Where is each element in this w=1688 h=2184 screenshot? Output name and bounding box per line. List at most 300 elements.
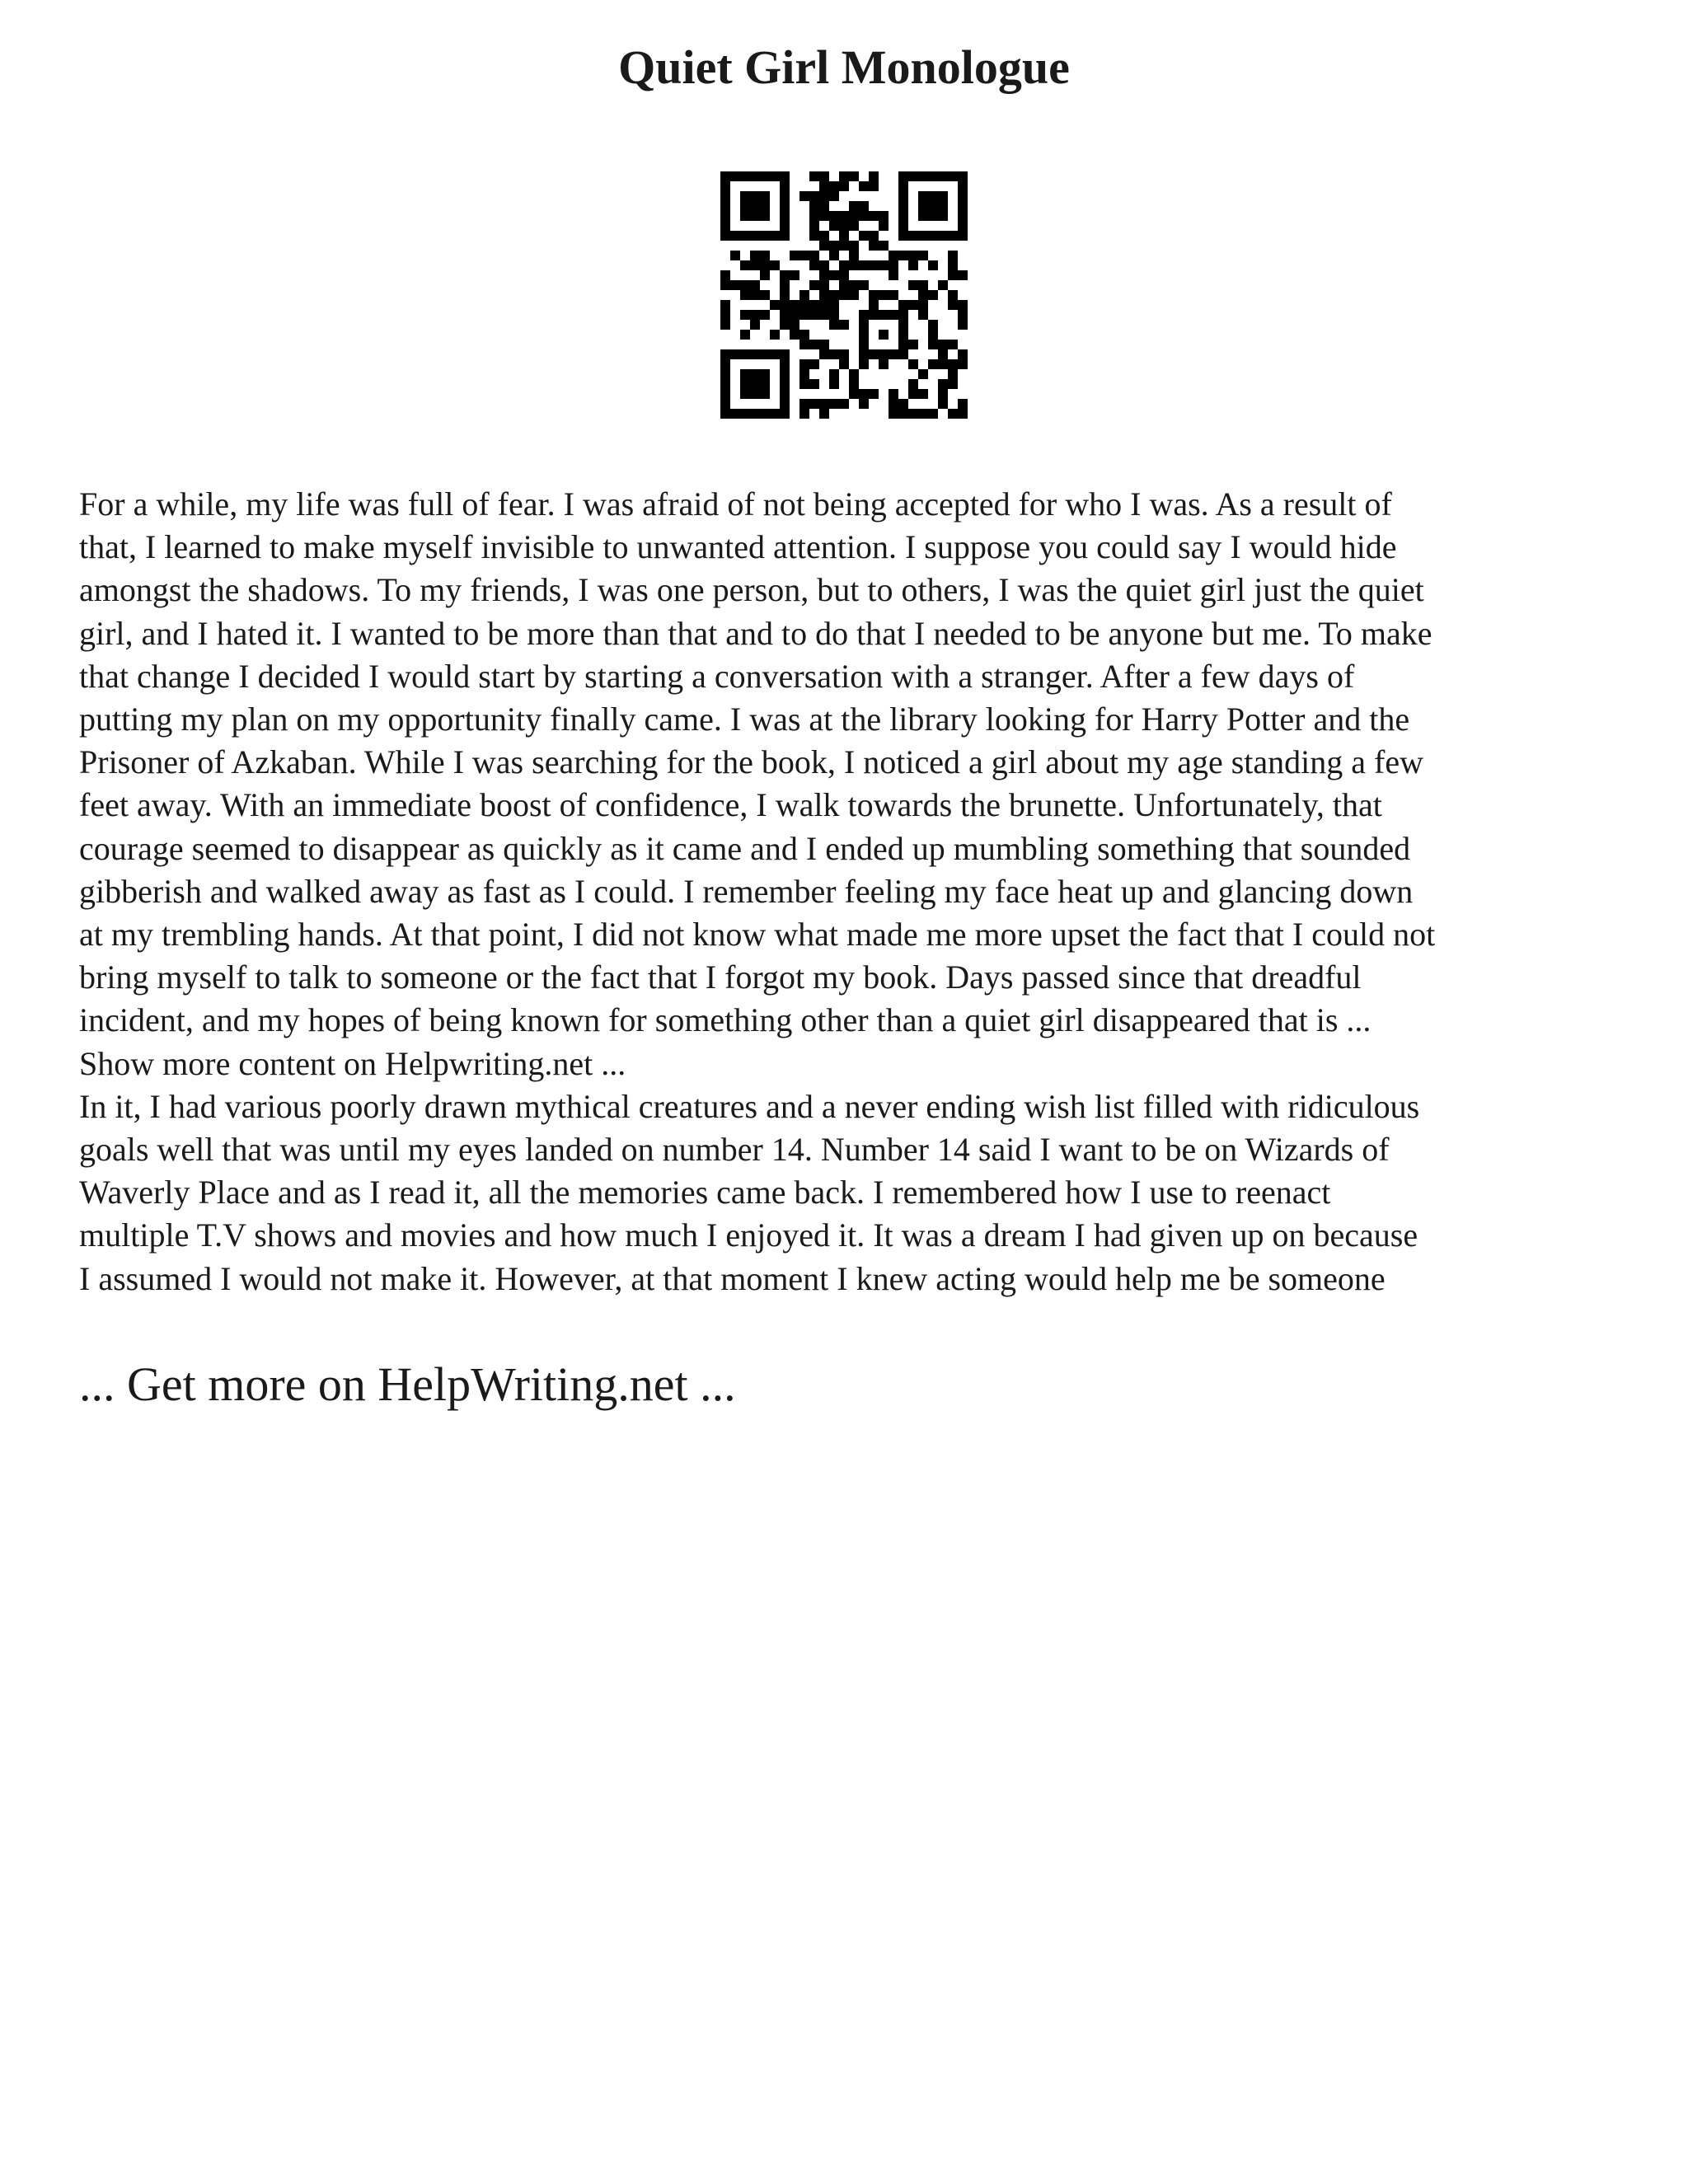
- qr-module: [780, 221, 790, 231]
- qr-module: [829, 251, 839, 260]
- qr-module: [780, 270, 790, 280]
- page-title: Quiet Girl Monologue: [618, 40, 1070, 94]
- qr-module: [760, 369, 770, 379]
- qr-module: [760, 251, 770, 260]
- qr-module: [928, 320, 938, 330]
- qr-module: [780, 369, 790, 379]
- qr-module: [750, 389, 760, 399]
- qr-module: [918, 251, 928, 260]
- qr-module: [780, 310, 790, 320]
- qr-module: [799, 379, 809, 389]
- qr-module: [918, 211, 928, 221]
- qr-module: [898, 310, 908, 320]
- qr-module: [928, 340, 938, 349]
- qr-module: [819, 201, 829, 211]
- qr-module: [790, 251, 799, 260]
- qr-module: [740, 211, 750, 221]
- qr-module: [879, 221, 889, 231]
- qr-module: [839, 241, 849, 251]
- qr-module: [839, 260, 849, 270]
- qr-module: [740, 260, 750, 270]
- qr-module: [819, 181, 829, 191]
- qr-module: [839, 280, 849, 290]
- qr-module: [938, 399, 948, 409]
- qr-module: [898, 340, 908, 349]
- qr-module: [760, 290, 770, 300]
- qr-module: [829, 290, 839, 300]
- qr-module: [948, 379, 958, 389]
- qr-module: [869, 310, 879, 320]
- qr-module: [859, 359, 869, 369]
- qr-module: [849, 201, 859, 211]
- qr-module: [908, 359, 918, 369]
- qr-module: [819, 171, 829, 181]
- qr-module: [938, 349, 948, 359]
- qr-module: [829, 310, 839, 320]
- qr-module: [730, 251, 740, 260]
- qr-module: [879, 359, 889, 369]
- qr-module: [958, 349, 968, 359]
- qr-module: [889, 349, 898, 359]
- qr-module: [928, 171, 938, 181]
- body-line: goals well that was until my eyes landed on number 14. Number 14 said I want to be on Wizards of: [79, 1131, 1390, 1169]
- qr-module: [790, 310, 799, 320]
- qr-module: [760, 171, 770, 181]
- qr-module: [750, 251, 760, 260]
- body-line: gibberish and walked away as fast as I could. I remember feeling my face heat up and glancing down: [79, 872, 1414, 910]
- qr-module: [780, 399, 790, 409]
- qr-module: [938, 379, 948, 389]
- qr-module: [760, 310, 770, 320]
- qr-module: [908, 280, 918, 290]
- qr-module: [780, 181, 790, 191]
- qr-module: [720, 320, 730, 330]
- qr-module: [849, 211, 859, 221]
- qr-module: [780, 290, 790, 300]
- qr-module: [760, 379, 770, 389]
- qr-module: [928, 359, 938, 369]
- qr-module: [799, 340, 809, 349]
- qr-module: [760, 231, 770, 241]
- qr-module: [958, 300, 968, 310]
- qr-module: [948, 171, 958, 181]
- qr-module: [720, 280, 730, 290]
- qr-module: [819, 290, 829, 300]
- qr-module: [839, 399, 849, 409]
- qr-module: [938, 340, 948, 349]
- qr-module: [809, 171, 819, 181]
- qr-module: [720, 191, 730, 201]
- qr-module: [740, 349, 750, 359]
- qr-module: [879, 330, 889, 340]
- qr-module: [799, 300, 809, 310]
- qr-module: [928, 290, 938, 300]
- qr-module: [958, 359, 968, 369]
- qr-module: [720, 379, 730, 389]
- body-line: bring myself to talk to someone or the fact that I forgot my book. Days passed since that dreadful: [79, 958, 1362, 996]
- show-more-link[interactable]: Show more content on Helpwriting.net ...: [79, 1044, 626, 1082]
- qr-module: [869, 300, 879, 310]
- qr-module: [839, 171, 849, 181]
- qr-module: [889, 389, 898, 399]
- qr-module: [730, 349, 740, 359]
- qr-module: [780, 300, 790, 310]
- qr-module: [770, 171, 780, 181]
- qr-module: [740, 201, 750, 211]
- qr-module: [859, 181, 869, 191]
- qr-module: [928, 260, 938, 270]
- qr-module: [879, 310, 889, 320]
- qr-module: [839, 359, 849, 369]
- qr-module: [829, 320, 839, 330]
- qr-module: [898, 171, 908, 181]
- qr-module: [948, 231, 958, 241]
- qr-module: [819, 241, 829, 251]
- qr-module: [750, 211, 760, 221]
- qr-module: [849, 260, 859, 270]
- qr-module: [849, 171, 859, 181]
- qr-module: [928, 211, 938, 221]
- qr-module: [938, 280, 948, 290]
- qr-module: [839, 270, 849, 280]
- qr-module: [730, 409, 740, 419]
- qr-module: [869, 349, 879, 359]
- body-line: at my trembling hands. At that point, I did not know what made me more upset the fact that I could not: [79, 916, 1436, 954]
- qr-module: [859, 280, 869, 290]
- qr-module: [839, 320, 849, 330]
- qr-module: [948, 290, 958, 300]
- qr-module: [829, 241, 839, 251]
- qr-module: [958, 231, 968, 241]
- qr-module: [780, 379, 790, 389]
- qr-module: [829, 369, 839, 379]
- qr-module: [720, 389, 730, 399]
- qr-module: [829, 399, 839, 409]
- qr-module: [750, 231, 760, 241]
- get-more-link[interactable]: ... Get more on HelpWriting.net ...: [79, 1357, 736, 1411]
- qr-module: [790, 330, 799, 340]
- qr-module: [908, 379, 918, 389]
- qr-module: [730, 171, 740, 181]
- qr-module: [780, 389, 790, 399]
- qr-module: [938, 389, 948, 399]
- qr-module: [908, 231, 918, 241]
- qr-module: [720, 211, 730, 221]
- qr-module: [730, 280, 740, 290]
- qr-module: [750, 409, 760, 419]
- qr-module: [799, 399, 809, 409]
- qr-module: [948, 340, 958, 349]
- qr-module: [829, 221, 839, 231]
- qr-module: [790, 300, 799, 310]
- qr-module: [928, 231, 938, 241]
- qr-module: [809, 280, 819, 290]
- qr-module: [770, 349, 780, 359]
- qr-module: [780, 409, 790, 419]
- qr-module: [898, 201, 908, 211]
- qr-module: [918, 171, 928, 181]
- qr-module: [809, 260, 819, 270]
- qr-module: [859, 330, 869, 340]
- qr-module: [750, 260, 760, 270]
- qr-module: [720, 310, 730, 320]
- qr-module: [859, 340, 869, 349]
- qr-module: [720, 181, 730, 191]
- qr-module: [819, 409, 829, 419]
- qr-module: [809, 379, 819, 389]
- qr-module: [819, 340, 829, 349]
- qr-module: [799, 290, 809, 300]
- qr-module: [869, 389, 879, 399]
- qr-module: [938, 359, 948, 369]
- body-line: feet away. With an immediate boost of confidence, I walk towards the brunette. Unfortunately, that: [79, 786, 1382, 824]
- qr-module: [948, 359, 958, 369]
- qr-module: [839, 290, 849, 300]
- qr-module: [898, 251, 908, 260]
- qr-module: [869, 171, 879, 181]
- qr-module: [958, 201, 968, 211]
- qr-module: [750, 379, 760, 389]
- qr-module: [819, 231, 829, 241]
- qr-module: [780, 320, 790, 330]
- qr-module: [720, 349, 730, 359]
- qr-module: [760, 389, 770, 399]
- qr-module: [859, 320, 869, 330]
- body-text: [79, 483, 1629, 1301]
- qr-module: [819, 270, 829, 280]
- qr-module: [879, 211, 889, 221]
- qr-module: [790, 320, 799, 330]
- qr-module: [750, 349, 760, 359]
- qr-module: [799, 310, 809, 320]
- qr-module: [819, 300, 829, 310]
- qr-module: [740, 290, 750, 300]
- qr-module: [770, 231, 780, 241]
- qr-module: [849, 280, 859, 290]
- qr-module: [918, 191, 928, 201]
- qr-module: [799, 191, 809, 201]
- qr-module: [720, 399, 730, 409]
- qr-module: [750, 191, 760, 201]
- qr-module: [740, 369, 750, 379]
- body-line: incident, and my hopes of being known for something other than a quiet girl disappeared that is ...: [79, 1001, 1372, 1039]
- qr-module: [958, 310, 968, 320]
- qr-module: [948, 251, 958, 260]
- qr-module: [889, 290, 898, 300]
- qr-module: [740, 409, 750, 419]
- qr-module: [918, 369, 928, 379]
- qr-module: [869, 181, 879, 191]
- qr-module: [819, 399, 829, 409]
- qr-module: [809, 359, 819, 369]
- qr-module: [799, 251, 809, 260]
- qr-module: [958, 181, 968, 191]
- qr-module: [869, 260, 879, 270]
- qr-module: [790, 270, 799, 280]
- qr-module: [829, 379, 839, 389]
- qr-module: [958, 399, 968, 409]
- qr-module: [829, 349, 839, 359]
- qr-module: [780, 211, 790, 221]
- qr-module: [859, 349, 869, 359]
- qr-module: [879, 290, 889, 300]
- qr-module: [859, 231, 869, 241]
- body-line: In it, I had various poorly drawn mythical creatures and a never ending wish list filled with ridiculous: [79, 1087, 1420, 1125]
- qr-module: [809, 251, 819, 260]
- qr-module: [720, 359, 730, 369]
- qr-module: [869, 211, 879, 221]
- qr-module: [720, 171, 730, 181]
- qr-module: [829, 211, 839, 221]
- qr-module: [720, 300, 730, 310]
- body-line: that, I learned to make myself invisible to unwanted attention. I suppose you could say I would hide: [79, 528, 1397, 566]
- qr-module: [780, 349, 790, 359]
- qr-module: [859, 211, 869, 221]
- qr-module: [938, 171, 948, 181]
- qr-module: [829, 181, 839, 191]
- qr-module: [829, 270, 839, 280]
- qr-module: [770, 409, 780, 419]
- qr-module: [859, 389, 869, 399]
- qr-module: [849, 241, 859, 251]
- qr-module: [918, 389, 928, 399]
- qr-module: [750, 320, 760, 330]
- qr-module: [898, 221, 908, 231]
- qr-module: [908, 171, 918, 181]
- qr-module: [898, 191, 908, 201]
- qr-module: [889, 310, 898, 320]
- qr-module: [908, 409, 918, 419]
- qr-module: [859, 260, 869, 270]
- qr-module: [948, 369, 958, 379]
- qr-module: [928, 201, 938, 211]
- qr-module: [879, 241, 889, 251]
- qr-module: [770, 330, 780, 340]
- qr-module: [750, 280, 760, 290]
- qr-module: [889, 270, 898, 280]
- qr-module: [898, 181, 908, 191]
- qr-module: [898, 330, 908, 340]
- qr-module: [958, 320, 968, 330]
- qr-module: [740, 231, 750, 241]
- qr-module: [720, 201, 730, 211]
- qr-module: [859, 399, 869, 409]
- qr-module: [780, 280, 790, 290]
- qr-module: [908, 251, 918, 260]
- qr-module: [958, 211, 968, 221]
- qr-module: [809, 300, 819, 310]
- qr-module: [760, 260, 770, 270]
- qr-module: [898, 211, 908, 221]
- qr-module: [720, 270, 730, 280]
- qr-module: [799, 359, 809, 369]
- qr-module: [839, 181, 849, 191]
- qr-module: [750, 310, 760, 320]
- qr-module: [869, 231, 879, 241]
- body-line: multiple T.V shows and movies and how much I enjoyed it. It was a dream I had given up on because: [79, 1216, 1418, 1254]
- qr-module: [839, 349, 849, 359]
- qr-module: [740, 280, 750, 290]
- qr-module: [938, 211, 948, 221]
- qr-module: [760, 349, 770, 359]
- qr-module: [819, 349, 829, 359]
- qr-module: [938, 231, 948, 241]
- qr-module: [760, 191, 770, 201]
- body-line: girl, and I hated it. I wanted to be more than that and to do that I needed to be anyone but me. To make: [79, 614, 1432, 652]
- qr-module: [958, 171, 968, 181]
- qr-module: [948, 300, 958, 310]
- qr-module: [839, 221, 849, 231]
- qr-module: [958, 409, 968, 419]
- qr-module: [740, 191, 750, 201]
- qr-module: [819, 310, 829, 320]
- qr-module: [819, 280, 829, 290]
- qr-module: [750, 171, 760, 181]
- qr-module: [869, 241, 879, 251]
- qr-module: [898, 349, 908, 359]
- qr-module: [750, 201, 760, 211]
- qr-module: [819, 260, 829, 270]
- body-line: Prisoner of Azkaban. While I was searching for the book, I noticed a girl about my age standing a few: [79, 743, 1423, 781]
- body-line: I assumed I would not make it. However, at that moment I knew acting would help me be someone: [79, 1259, 1386, 1297]
- qr-module: [908, 389, 918, 399]
- qr-module: [918, 231, 928, 241]
- qr-module: [809, 201, 819, 211]
- qr-module: [908, 260, 918, 270]
- body-line: amongst the shadows. To my friends, I was one person, but to others, I was the quiet girl just the quiet: [79, 571, 1424, 609]
- qr-module: [780, 191, 790, 201]
- qr-module: [898, 399, 908, 409]
- qr-module: [938, 201, 948, 211]
- qr-module: [740, 379, 750, 389]
- qr-module: [898, 320, 908, 330]
- qr-module: [918, 290, 928, 300]
- qr-module: [780, 231, 790, 241]
- qr-module: [819, 191, 829, 201]
- qr-module: [918, 310, 928, 320]
- qr-module: [760, 270, 770, 280]
- qr-module: [829, 191, 839, 201]
- qr-module: [849, 290, 859, 300]
- qr-module: [720, 231, 730, 241]
- qr-module: [829, 300, 839, 310]
- qr-code-icon[interactable]: [720, 171, 968, 419]
- qr-module: [809, 211, 819, 221]
- qr-module: [958, 191, 968, 201]
- qr-module: [948, 260, 958, 270]
- qr-module: [859, 201, 869, 211]
- qr-module: [809, 399, 819, 409]
- qr-module: [908, 300, 918, 310]
- qr-module: [730, 231, 740, 241]
- qr-module: [780, 359, 790, 369]
- qr-module: [799, 409, 809, 419]
- qr-module: [740, 389, 750, 399]
- qr-module: [918, 280, 928, 290]
- qr-module: [809, 310, 819, 320]
- qr-module: [780, 171, 790, 181]
- qr-module: [928, 191, 938, 201]
- qr-module: [869, 290, 879, 300]
- qr-module: [720, 221, 730, 231]
- qr-module: [879, 260, 889, 270]
- qr-module: [750, 290, 760, 300]
- body-line: that change I decided I would start by starting a conversation with a stranger. After a few days of: [79, 657, 1355, 695]
- qr-module: [770, 260, 780, 270]
- qr-module: [889, 409, 898, 419]
- qr-module: [720, 369, 730, 379]
- qr-module: [809, 231, 819, 241]
